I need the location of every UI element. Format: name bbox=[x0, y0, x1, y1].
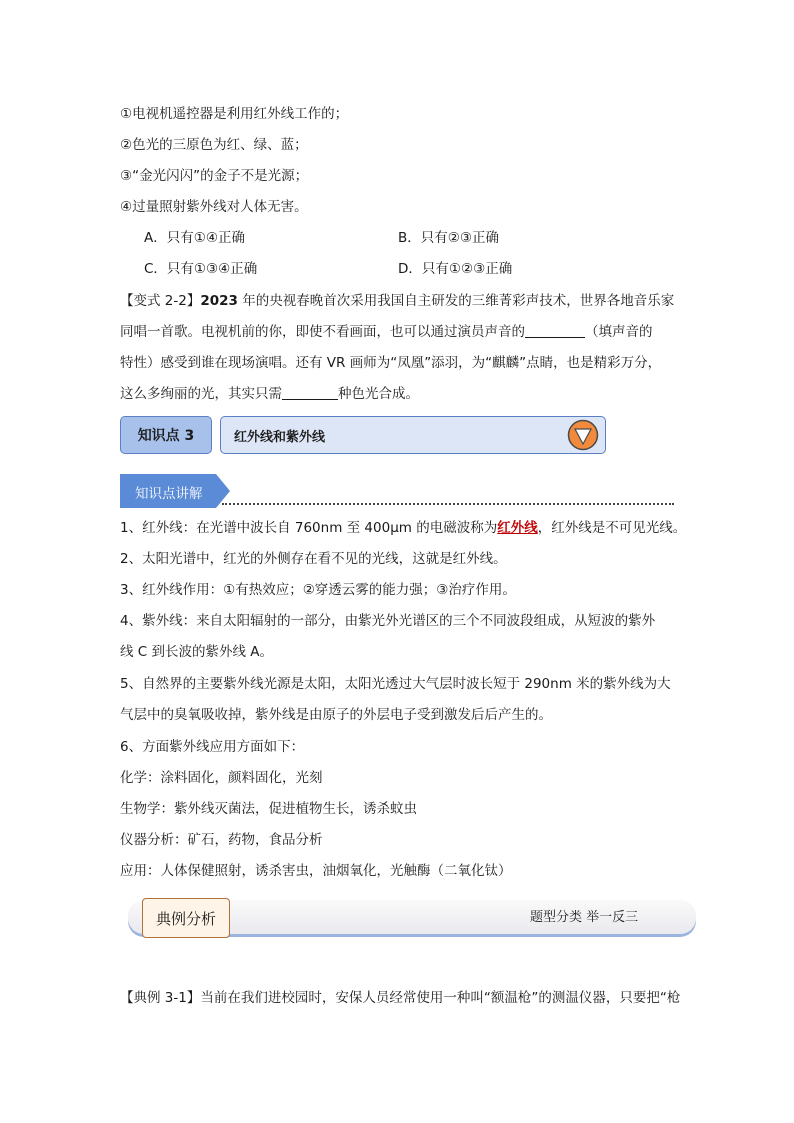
example-tag: 【典例 3-1】 bbox=[120, 990, 201, 1006]
knowledge-point-title: 红外线和紫外线 bbox=[234, 429, 326, 445]
point-4-line-1: 4、紫外线：来自太阳辐射的一部分，由紫光外光谱区的三个不同波段组成，从短波的紫外 bbox=[120, 613, 656, 629]
use-application: 应用：人体保健照射，诱杀害虫，油烟氧化，光触酶（二氧化钛） bbox=[120, 863, 512, 879]
point-5-line-2: 气层中的臭氧吸收掉，紫外线是由原子的外层电子受到激发后后产生的。 bbox=[120, 707, 552, 723]
use-biology: 生物学：紫外线灭菌法，促进植物生长，诱杀蚊虫 bbox=[120, 801, 417, 817]
variant-line-4 bbox=[120, 384, 419, 404]
variant-line-1-text: 年的央视春晚首次采用我国自主研发的三维菁彩声技术，世界各地音乐家 bbox=[237, 293, 675, 309]
variant-line-4-tail: 种色光合成。 bbox=[338, 386, 419, 402]
variant-line-1 bbox=[120, 291, 674, 311]
option-c[interactable]: C．只有①③④正确 bbox=[144, 261, 258, 277]
point-5-line-1: 5、自然界的主要紫外线光源是太阳，太阳光透过大气层时波长短于 290nm 米的紫外线为大 bbox=[120, 676, 671, 692]
point-6: 6、方面紫外线应用方面如下： bbox=[120, 739, 305, 755]
chevron-down-icon[interactable] bbox=[567, 419, 599, 451]
knowledge-point-title-bar bbox=[220, 416, 606, 454]
example-line-1 bbox=[120, 988, 680, 1008]
point-4-line-2: 线 C 到长波的紫外线 A。 bbox=[120, 644, 274, 660]
option-a[interactable]: A．只有①④正确 bbox=[144, 230, 245, 246]
statement-2: ②色光的三原色为红、绿、蓝； bbox=[120, 137, 308, 153]
section-tab-label: 知识点讲解 bbox=[135, 486, 203, 502]
variant-line-3: 特性）感受到谁在现场演唱。还有 VR 画师为“凤凰”添羽，为“麒麟”点睛，也是精彩万分， bbox=[120, 355, 662, 371]
point-1-highlight: 红外线 bbox=[497, 520, 538, 536]
statement-1: ①电视机遥控器是利用红外线工作的； bbox=[120, 106, 349, 122]
variant-tag: 【变式 2-2】 bbox=[120, 293, 201, 309]
point-1-tail: ，红外线是不可见光线。 bbox=[537, 520, 687, 536]
use-instrument: 仪器分析：矿石，药物，食品分析 bbox=[120, 832, 323, 848]
point-2: 2、太阳光谱中，红光的外侧存在看不见的光线，这就是红外线。 bbox=[120, 551, 507, 567]
use-chemistry: 化学：涂料固化，颜料固化，光刻 bbox=[120, 770, 323, 786]
point-1 bbox=[120, 518, 686, 538]
example-banner-tag: 典例分析 bbox=[142, 898, 230, 938]
variant-line-4-text: 这么多绚丽的光，其实只需 bbox=[120, 386, 282, 402]
example-banner-subtitle: 题型分类 举一反三 bbox=[530, 910, 639, 925]
point-1-text: 1、红外线：在光谱中波长自 760nm 至 400μm 的电磁波称为 bbox=[120, 520, 498, 536]
option-d[interactable]: D．只有①②③正确 bbox=[398, 261, 513, 277]
variant-line-2 bbox=[120, 322, 653, 342]
variant-line-2-text: 同唱一首歌。电视机前的你，即使不看画面，也可以通过演员声音的 bbox=[120, 324, 525, 340]
variant-line-2-tail: （填声音的 bbox=[585, 324, 653, 340]
dotted-divider bbox=[222, 503, 674, 505]
knowledge-point-number: 知识点 3 bbox=[120, 416, 212, 454]
statement-4: ④过量照射紫外线对人体无害。 bbox=[120, 199, 308, 215]
option-b[interactable]: B．只有②③正确 bbox=[398, 230, 499, 246]
variant-year: 2023 bbox=[200, 293, 238, 309]
answer-blank-2[interactable] bbox=[282, 385, 338, 400]
point-3: 3、红外线作用：①有热效应；②穿透云雾的能力强；③治疗作用。 bbox=[120, 582, 516, 598]
statement-3: ③“金光闪闪”的金子不是光源； bbox=[120, 168, 309, 184]
answer-blank-1[interactable] bbox=[525, 323, 585, 338]
example-text: 当前在我们进校园时，安保人员经常使用一种叫“额温枪”的测温仪器，只要把“枪 bbox=[200, 990, 681, 1006]
